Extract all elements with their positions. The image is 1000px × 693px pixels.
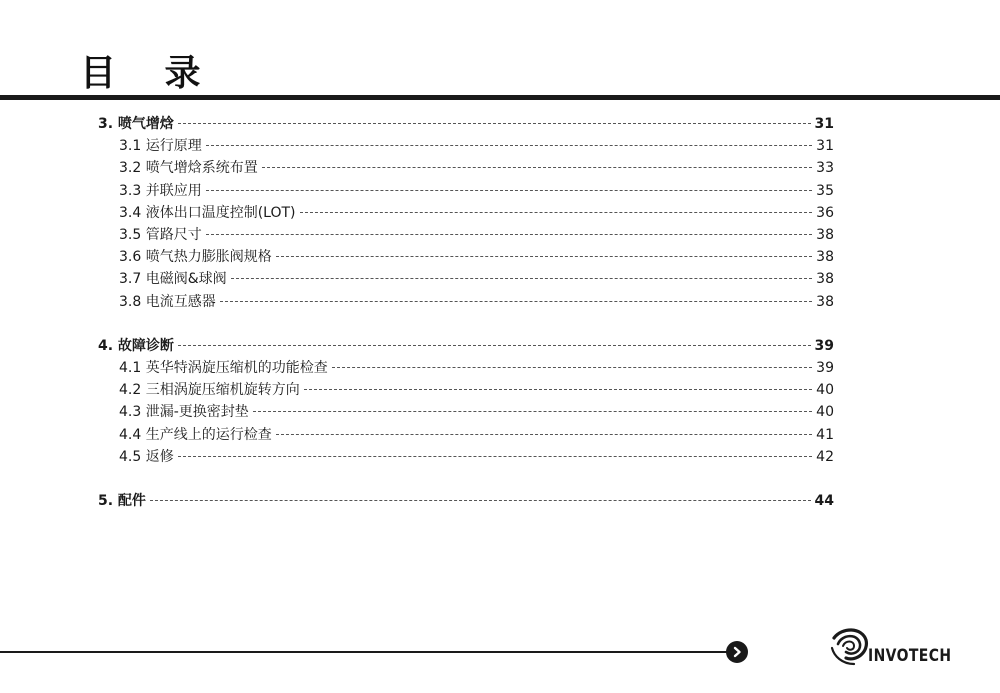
toc-entry-label: 3.3 并联应用 (119, 182, 202, 199)
page-title: 目 录 (80, 53, 219, 94)
toc-entry-page-number: 41 (816, 426, 834, 443)
toc-entry-label: 4.3 泄漏-更换密封垫 (119, 404, 249, 421)
toc-dot-leader (276, 256, 812, 257)
toc-section-entry[interactable] (98, 490, 834, 512)
toc-dot-leader (206, 190, 812, 191)
toc-subsection-entry[interactable] (98, 401, 834, 423)
table-of-contents (98, 113, 834, 512)
toc-entry-label: 3.2 喷气增焓系统布置 (119, 160, 258, 177)
toc-dot-leader (276, 434, 812, 435)
toc-subsection-entry[interactable] (98, 357, 834, 379)
logo-wordmark: INVOTECH (868, 646, 952, 666)
toc-entry-page-number: 39 (816, 360, 834, 377)
toc-entry-page-number: 38 (816, 249, 834, 266)
toc-entry-label: 3.8 电流互感器 (119, 293, 216, 310)
toc-entry-label: 4. 故障诊断 (98, 337, 174, 354)
footer-divider (0, 651, 730, 653)
toc-dot-leader (178, 456, 812, 457)
toc-dot-leader (253, 411, 812, 412)
toc-subsection-entry[interactable] (98, 268, 834, 290)
toc-section-entry[interactable] (98, 335, 834, 357)
toc-dot-leader (178, 345, 811, 346)
toc-entry-label: 3.6 喷气热力膨胀阀规格 (119, 249, 272, 266)
toc-subsection-entry[interactable] (98, 202, 834, 224)
toc-subsection-entry[interactable] (98, 424, 834, 446)
toc-subsection-entry[interactable] (98, 180, 834, 202)
toc-entry-label: 5. 配件 (98, 493, 146, 510)
toc-dot-leader (304, 389, 812, 390)
toc-subsection-entry[interactable] (98, 246, 834, 268)
header-divider (0, 95, 1000, 100)
toc-dot-leader (220, 301, 812, 302)
toc-dot-leader (206, 145, 812, 146)
toc-dot-leader (300, 212, 813, 213)
toc-entry-page-number: 40 (816, 404, 834, 421)
toc-entry-label: 3. 喷气增焓 (98, 116, 174, 132)
toc-entry-label: 3.4 液体出口温度控制(LOT) (119, 204, 296, 221)
toc-entry-label: 3.7 电磁阀&球阀 (119, 271, 227, 288)
toc-entry-page-number: 39 (814, 337, 834, 354)
toc-dot-leader (178, 123, 811, 124)
toc-dot-leader (206, 234, 812, 235)
toc-dot-leader (262, 167, 812, 168)
toc-entry-label: 3.1 运行原理 (119, 138, 202, 155)
toc-entry-page-number: 31 (814, 116, 834, 132)
toc-entry-label: 4.5 返修 (119, 448, 174, 465)
toc-dot-leader (332, 367, 812, 368)
toc-entry-label: 4.2 三相涡旋压缩机旋转方向 (119, 382, 300, 399)
toc-entry-label: 4.1 英华特涡旋压缩机的功能检查 (119, 360, 328, 377)
toc-dot-leader (231, 278, 813, 279)
toc-subsection-entry[interactable] (98, 446, 834, 468)
toc-subsection-entry[interactable] (98, 157, 834, 179)
next-page-button[interactable] (726, 641, 748, 663)
chevron-right-icon (731, 646, 743, 658)
toc-subsection-entry[interactable] (98, 224, 834, 246)
company-logo (828, 624, 952, 672)
toc-entry-page-number: 36 (816, 204, 834, 221)
toc-entry-page-number: 42 (816, 448, 834, 465)
toc-entry-label: 4.4 生产线上的运行检查 (119, 426, 272, 443)
toc-subsection-entry[interactable] (98, 291, 834, 313)
toc-entry-page-number: 38 (816, 271, 834, 288)
toc-entry-page-number: 40 (816, 382, 834, 399)
toc-entry-page-number: 31 (816, 138, 834, 155)
toc-subsection-entry[interactable] (98, 135, 834, 157)
toc-dot-leader (150, 500, 811, 501)
toc-entry-page-number: 44 (814, 493, 834, 510)
swirl-logo-icon (828, 624, 872, 668)
toc-section-gap (98, 313, 834, 335)
toc-entry-page-number: 33 (816, 160, 834, 177)
toc-entry-label: 3.5 管路尺寸 (119, 226, 202, 243)
toc-section-gap (98, 468, 834, 490)
toc-subsection-entry[interactable] (98, 379, 834, 401)
toc-entry-page-number: 38 (816, 226, 834, 243)
toc-entry-page-number: 35 (816, 182, 834, 199)
toc-entry-page-number: 38 (816, 293, 834, 310)
toc-section-entry[interactable] (98, 113, 834, 135)
